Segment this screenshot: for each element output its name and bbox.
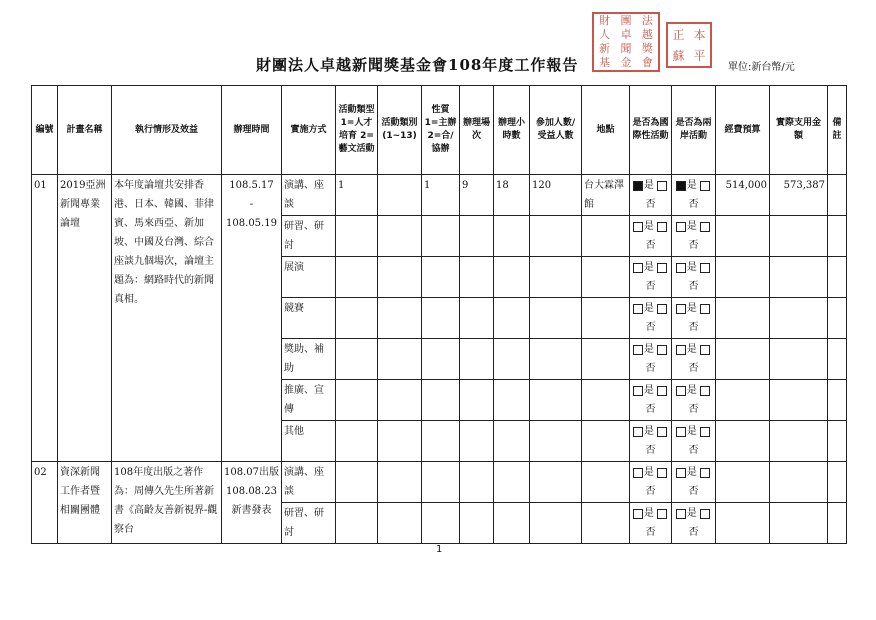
checkbox-yes-label: 是 — [686, 385, 697, 396]
checkbox-icon — [657, 181, 667, 191]
method-label: 演講、座談 — [282, 462, 336, 503]
checkbox-icon — [676, 263, 686, 273]
location — [582, 462, 630, 503]
column-header: 實際支用金額 — [770, 86, 828, 175]
cross-strait-checkbox[interactable] — [672, 257, 716, 298]
session-count — [460, 216, 494, 257]
checkbox-yes-label: 是 — [686, 303, 697, 314]
checkbox-no-label: 否 — [645, 445, 656, 456]
checkbox-icon — [657, 427, 667, 437]
checkbox-icon — [676, 509, 686, 519]
column-header: 執行情形及效益 — [112, 86, 222, 175]
seal-char: 平 — [693, 49, 706, 63]
column-header: 活動類型 1=人才培育 2=藝文活動 — [336, 86, 378, 175]
checkbox-icon — [676, 468, 686, 478]
remarks — [828, 257, 847, 298]
hour-count — [494, 380, 530, 421]
nature — [422, 380, 460, 421]
column-header: 是否為國際性活動 — [630, 86, 672, 175]
session-count — [460, 298, 494, 339]
budget — [716, 339, 770, 380]
seal-char: 財 — [599, 14, 611, 27]
international-checkbox[interactable] — [630, 257, 672, 298]
seal-char: 人 — [599, 28, 611, 41]
international-checkbox[interactable] — [630, 216, 672, 257]
participant-count — [530, 421, 582, 462]
checkbox-yes-label: 是 — [686, 180, 697, 191]
column-header: 地點 — [582, 86, 630, 175]
checkbox-icon — [676, 222, 686, 232]
checkbox-icon — [657, 386, 667, 396]
activity-category — [378, 216, 422, 257]
method-label: 獎助、補助 — [282, 339, 336, 380]
seal-char: 本 — [693, 28, 706, 42]
session-count — [460, 339, 494, 380]
hour-count — [494, 339, 530, 380]
checkbox-icon — [676, 386, 686, 396]
column-header: 辦理時間 — [222, 86, 282, 175]
column-header: 計畫名稱 — [58, 86, 112, 175]
activity-type — [336, 257, 378, 298]
plan-name: 2019亞洲新聞專業論壇 — [58, 175, 112, 462]
cross-strait-checkbox[interactable] — [672, 175, 716, 216]
participant-count — [530, 257, 582, 298]
schedule-time: 108.07出版 108.08.23新書發表 — [222, 462, 282, 544]
hour-count — [494, 257, 530, 298]
seal-char: 獎 — [641, 42, 653, 55]
seal-char: 卓 — [620, 28, 632, 41]
session-count — [460, 380, 494, 421]
plan-number: 01 — [32, 175, 58, 462]
checkbox-yes-label: 是 — [686, 426, 697, 437]
checkbox-icon — [700, 222, 710, 232]
participant-count — [530, 380, 582, 421]
column-header: 活動類別(1~13) — [378, 86, 422, 175]
remarks — [828, 380, 847, 421]
cross-strait-checkbox[interactable] — [672, 462, 716, 503]
budget — [716, 298, 770, 339]
work-report-table — [31, 85, 847, 544]
seal-char: 團 — [620, 14, 632, 27]
column-header: 辦理場次 — [460, 86, 494, 175]
activity-type — [336, 380, 378, 421]
checkbox-icon — [700, 181, 710, 191]
hour-count — [494, 298, 530, 339]
method-label: 研習、研討 — [282, 216, 336, 257]
remarks — [828, 503, 847, 544]
international-checkbox[interactable] — [630, 298, 672, 339]
international-checkbox[interactable] — [630, 503, 672, 544]
checkbox-yes-label: 是 — [686, 221, 697, 232]
checkbox-no-label: 否 — [645, 199, 656, 210]
hour-count — [494, 216, 530, 257]
checkbox-no-label: 否 — [645, 404, 656, 415]
seal-char: 金 — [620, 56, 632, 69]
nature — [422, 216, 460, 257]
activity-type — [336, 462, 378, 503]
actual-expense — [770, 462, 828, 503]
budget — [716, 462, 770, 503]
personal-seal — [666, 22, 712, 68]
nature — [422, 462, 460, 503]
cross-strait-checkbox[interactable] — [672, 421, 716, 462]
activity-category — [378, 175, 422, 216]
cross-strait-checkbox[interactable] — [672, 380, 716, 421]
seal-char: 基 — [599, 56, 611, 69]
table-row — [32, 175, 847, 216]
international-checkbox[interactable] — [630, 175, 672, 216]
cross-strait-checkbox[interactable] — [672, 503, 716, 544]
seal-char: 越 — [641, 28, 653, 41]
participant-count — [530, 216, 582, 257]
plan-number: 02 — [32, 462, 58, 544]
checkbox-icon — [633, 222, 643, 232]
checkbox-icon — [700, 468, 710, 478]
checkbox-no-label: 否 — [688, 322, 699, 333]
remarks — [828, 298, 847, 339]
checkbox-icon — [676, 304, 686, 314]
checkbox-icon — [657, 222, 667, 232]
activity-category — [378, 380, 422, 421]
nature — [422, 257, 460, 298]
schedule-time: 108.5.17 - 108.05.19 — [222, 175, 282, 462]
actual-expense: 573,387 — [770, 175, 828, 216]
method-label: 其他 — [282, 421, 336, 462]
participant-count — [530, 462, 582, 503]
activity-type — [336, 339, 378, 380]
participant-count — [530, 503, 582, 544]
page-number: 1 — [436, 544, 443, 555]
execution-description: 108年度出版之著作為：周傳久先生所著新書《高齡友善新視界-觀察台 — [112, 462, 222, 544]
session-count: 9 — [460, 175, 494, 216]
participant-count: 120 — [530, 175, 582, 216]
session-count — [460, 421, 494, 462]
remarks — [828, 421, 847, 462]
checkbox-no-label: 否 — [688, 199, 699, 210]
international-checkbox[interactable] — [630, 380, 672, 421]
checkbox-icon — [700, 345, 710, 355]
checkbox-no-label: 否 — [688, 240, 699, 251]
nature — [422, 298, 460, 339]
checkbox-no-label: 否 — [645, 281, 656, 292]
column-header: 實施方式 — [282, 86, 336, 175]
table-row — [32, 462, 847, 503]
participant-count — [530, 339, 582, 380]
column-header: 辦理小時數 — [494, 86, 530, 175]
checkbox-no-label: 否 — [688, 363, 699, 374]
remarks — [828, 339, 847, 380]
nature: 1 — [422, 175, 460, 216]
checkbox-icon — [633, 263, 643, 273]
activity-category — [378, 503, 422, 544]
nature — [422, 503, 460, 544]
actual-expense — [770, 380, 828, 421]
checkbox-icon — [657, 263, 667, 273]
method-label: 展演 — [282, 257, 336, 298]
activity-category — [378, 421, 422, 462]
international-checkbox[interactable] — [630, 462, 672, 503]
column-header: 性質 1=主辦 2=合/協辦 — [422, 86, 460, 175]
session-count — [460, 257, 494, 298]
actual-expense — [770, 503, 828, 544]
budget: 514,000 — [716, 175, 770, 216]
execution-description: 本年度論壇共安排香港、日本、韓國、菲律賓、馬來西亞、新加坡、中國及台灣、綜合座談九個場次，論壇主題為：網路時代的新聞真相。 — [112, 175, 222, 462]
session-count — [460, 462, 494, 503]
location — [582, 257, 630, 298]
checkbox-yes-label: 是 — [686, 344, 697, 355]
column-header: 編號 — [32, 86, 58, 175]
checkbox-yes-label: 是 — [643, 262, 654, 273]
seal-char: 蘇 — [672, 49, 685, 63]
column-header: 參加人數/受益人數 — [530, 86, 582, 175]
checkbox-icon — [633, 181, 643, 191]
budget — [716, 216, 770, 257]
location — [582, 298, 630, 339]
checkbox-yes-label: 是 — [686, 467, 697, 478]
column-header: 備註 — [828, 86, 847, 175]
checkbox-icon — [657, 468, 667, 478]
checkbox-yes-label: 是 — [643, 467, 654, 478]
checkbox-icon — [633, 304, 643, 314]
checkbox-no-label: 否 — [688, 445, 699, 456]
checkbox-icon — [700, 509, 710, 519]
nature — [422, 339, 460, 380]
activity-category — [378, 339, 422, 380]
actual-expense — [770, 421, 828, 462]
cross-strait-checkbox[interactable] — [672, 298, 716, 339]
budget — [716, 380, 770, 421]
hour-count — [494, 421, 530, 462]
checkbox-icon — [633, 509, 643, 519]
method-label: 推廣、宣傳 — [282, 380, 336, 421]
checkbox-no-label: 否 — [645, 240, 656, 251]
method-label: 研習、研討 — [282, 503, 336, 544]
session-count — [460, 503, 494, 544]
hour-count — [494, 503, 530, 544]
activity-category — [378, 257, 422, 298]
checkbox-no-label: 否 — [645, 363, 656, 374]
checkbox-icon — [633, 427, 643, 437]
hour-count — [494, 462, 530, 503]
remarks — [828, 462, 847, 503]
actual-expense — [770, 216, 828, 257]
nature — [422, 421, 460, 462]
checkbox-icon — [633, 386, 643, 396]
plan-name: 資深新聞工作者暨相關團體 — [58, 462, 112, 544]
checkbox-yes-label: 是 — [643, 221, 654, 232]
checkbox-no-label: 否 — [645, 486, 656, 497]
column-header: 經費預算 — [716, 86, 770, 175]
activity-type — [336, 216, 378, 257]
activity-type — [336, 298, 378, 339]
checkbox-yes-label: 是 — [643, 344, 654, 355]
actual-expense — [770, 298, 828, 339]
location — [582, 339, 630, 380]
checkbox-icon — [676, 181, 686, 191]
checkbox-icon — [700, 304, 710, 314]
checkbox-no-label: 否 — [688, 527, 699, 538]
checkbox-icon — [676, 345, 686, 355]
column-header: 是否為兩岸活動 — [672, 86, 716, 175]
checkbox-icon — [657, 304, 667, 314]
location — [582, 503, 630, 544]
remarks — [828, 216, 847, 257]
activity-type — [336, 503, 378, 544]
checkbox-icon — [700, 386, 710, 396]
currency-unit: 單位:新台幣/元 — [728, 62, 795, 73]
activity-category — [378, 462, 422, 503]
checkbox-no-label: 否 — [645, 527, 656, 538]
seal-char: 正 — [672, 28, 685, 42]
seal-char: 聞 — [620, 42, 632, 55]
checkbox-yes-label: 是 — [643, 385, 654, 396]
checkbox-yes-label: 是 — [686, 262, 697, 273]
location — [582, 380, 630, 421]
budget — [716, 503, 770, 544]
checkbox-no-label: 否 — [688, 281, 699, 292]
seal-char: 會 — [641, 56, 653, 69]
checkbox-no-label: 否 — [688, 486, 699, 497]
cross-strait-checkbox[interactable] — [672, 339, 716, 380]
checkbox-yes-label: 是 — [643, 303, 654, 314]
location — [582, 421, 630, 462]
checkbox-icon — [657, 345, 667, 355]
checkbox-yes-label: 是 — [643, 180, 654, 191]
activity-category — [378, 298, 422, 339]
checkbox-no-label: 否 — [688, 404, 699, 415]
checkbox-icon — [676, 427, 686, 437]
checkbox-no-label: 否 — [645, 322, 656, 333]
report-title: 財團法人卓越新聞獎基金會108年度工作報告 — [256, 56, 579, 74]
seal-char: 新 — [599, 42, 611, 55]
location — [582, 216, 630, 257]
remarks — [828, 175, 847, 216]
actual-expense — [770, 257, 828, 298]
budget — [716, 421, 770, 462]
checkbox-yes-label: 是 — [686, 508, 697, 519]
hour-count: 18 — [494, 175, 530, 216]
activity-type: 1 — [336, 175, 378, 216]
checkbox-icon — [700, 263, 710, 273]
budget — [716, 257, 770, 298]
location: 台大霖澤館 — [582, 175, 630, 216]
international-checkbox[interactable] — [630, 421, 672, 462]
checkbox-yes-label: 是 — [643, 426, 654, 437]
seal-char: 法 — [641, 14, 653, 27]
checkbox-icon — [657, 509, 667, 519]
actual-expense — [770, 339, 828, 380]
international-checkbox[interactable] — [630, 339, 672, 380]
checkbox-icon — [700, 427, 710, 437]
checkbox-icon — [633, 468, 643, 478]
participant-count — [530, 298, 582, 339]
checkbox-icon — [633, 345, 643, 355]
method-label: 演講、座談 — [282, 175, 336, 216]
organization-seal — [592, 12, 660, 72]
activity-type — [336, 421, 378, 462]
cross-strait-checkbox[interactable] — [672, 216, 716, 257]
table-header-row — [32, 86, 847, 175]
checkbox-yes-label: 是 — [643, 508, 654, 519]
method-label: 競賽 — [282, 298, 336, 339]
